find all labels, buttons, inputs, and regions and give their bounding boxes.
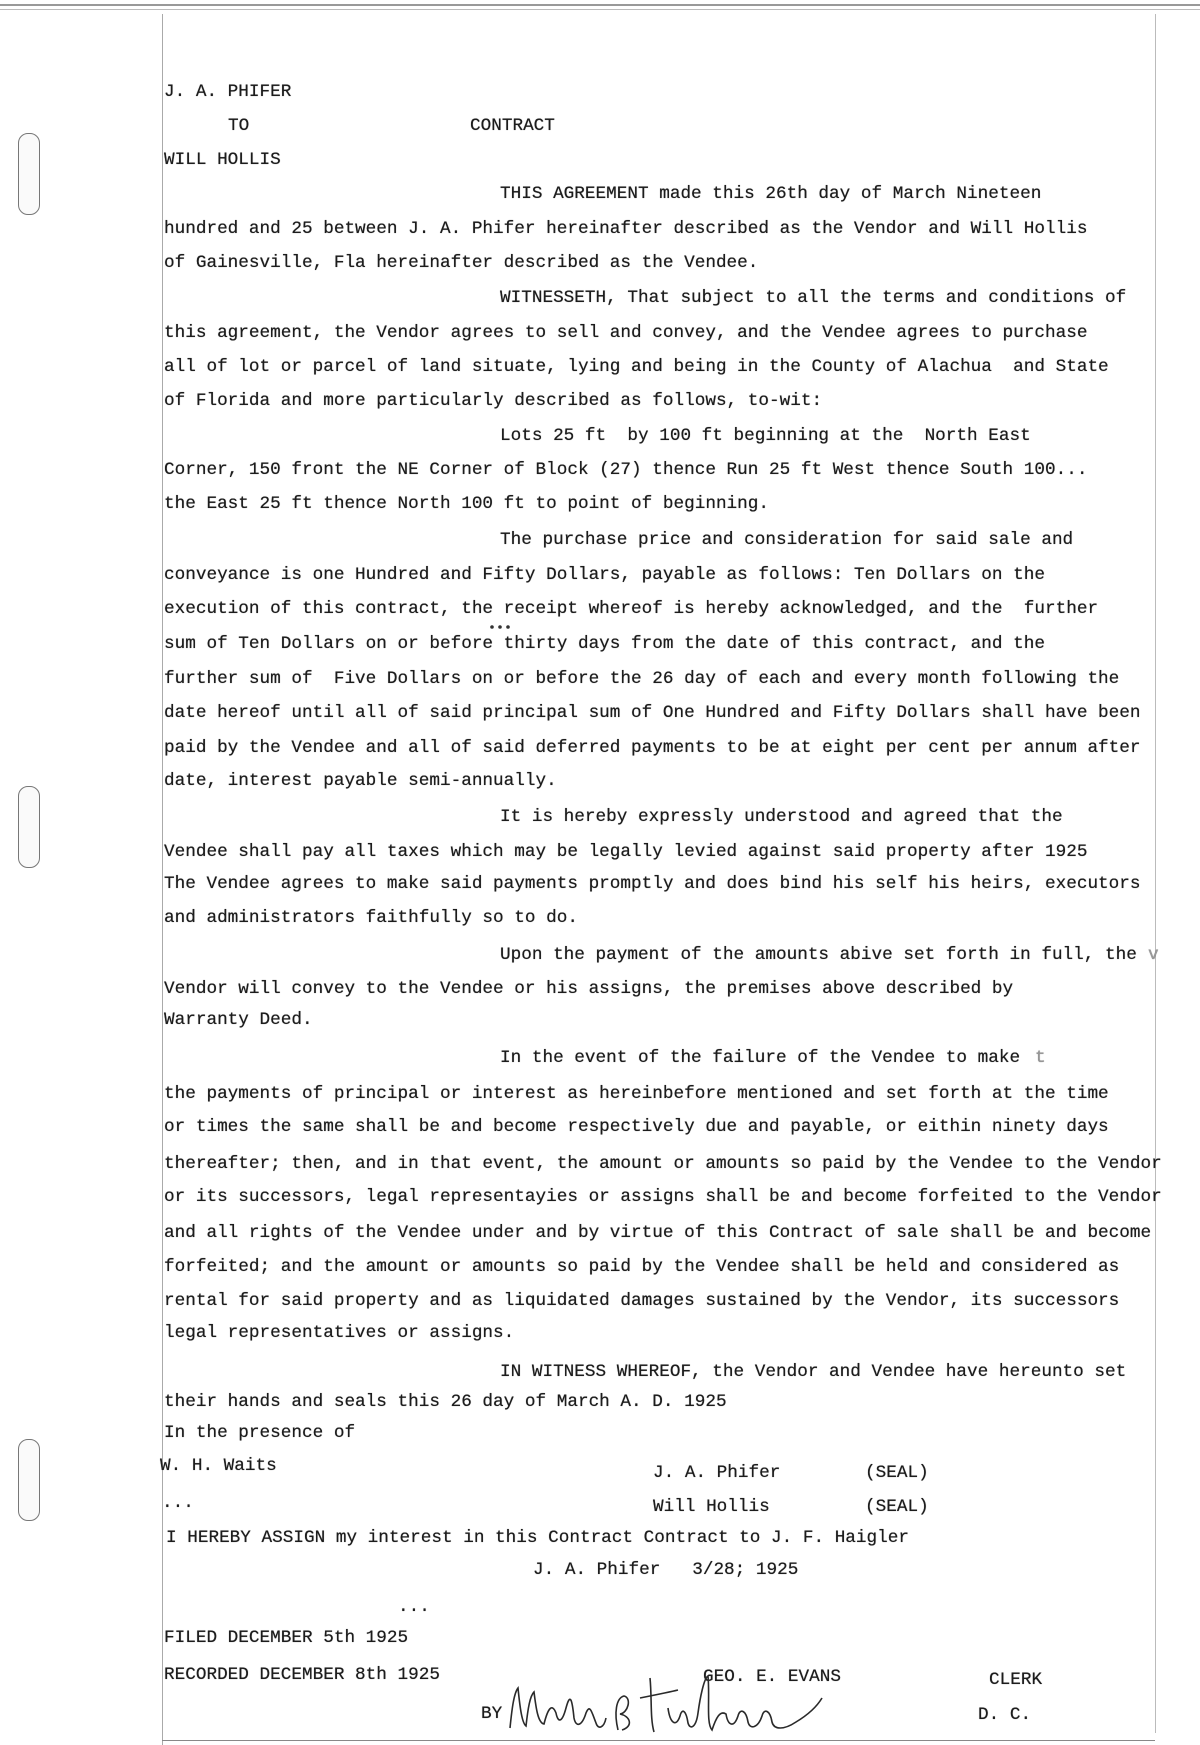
body-line: paid by the Vendee and all of said deferred payments to be at eight per cent per annum after (164, 738, 1141, 758)
body-line: sum of Ten Dollars on or before thirty days from the date of this contract, and the (164, 634, 1045, 654)
recorded-date: RECORDED DECEMBER 8th 1925 (164, 1665, 440, 1685)
body-line: Upon the payment of the amounts abive set forth in full, the (500, 945, 1137, 965)
clerk-name: GEO. E. EVANS (703, 1667, 841, 1687)
top-border-inner (0, 9, 1200, 10)
body-line: IN WITNESS WHEREOF, the Vendor and Vendee have hereunto set (500, 1362, 1127, 1382)
binder-hole-icon (18, 786, 40, 868)
deputy-handwritten-signature (500, 1668, 840, 1743)
filed-date: FILED DECEMBER 5th 1925 (164, 1628, 409, 1648)
binder-hole-icon (18, 1439, 40, 1521)
body-line: or times the same shall be and become respectively due and payable, or eithin ninety days (164, 1117, 1109, 1137)
body-line: the payments of principal or interest as hereinbefore mentioned and set forth at the time (164, 1084, 1109, 1104)
body-line: of Gainesville, Fla hereinafter described as the Vendee. (164, 253, 759, 273)
body-line: all of lot or parcel of land situate, lying and being in the County of Alachua and State (164, 357, 1109, 377)
binder-hole-icon (18, 133, 40, 215)
body-line: It is hereby expressly understood and agreed that the (500, 807, 1063, 827)
from-party: J. A. PHIFER (164, 82, 292, 102)
to-label: TO (228, 116, 250, 136)
body-line: and administrators faithfully so to do. (164, 908, 578, 928)
body-line: this agreement, the Vendor agrees to sell and convey, and the Vendee agrees to purchase (164, 323, 1088, 343)
clerk-title: CLERK (989, 1670, 1043, 1690)
vendee-seal: (SEAL) (865, 1497, 929, 1517)
stray-mark: t (1035, 1048, 1046, 1068)
vendor-signature: J. A. Phifer (653, 1463, 781, 1483)
vendor-seal: (SEAL) (865, 1463, 929, 1483)
body-line: date hereof until all of said principal sum of One Hundred and Fifty Dollars shall have been (164, 703, 1141, 723)
body-line: Vendee shall pay all taxes which may be legally levied against said property after 1925 (164, 842, 1088, 862)
body-line: The Vendee agrees to make said payments promptly and does bind his self his heirs, executors (164, 874, 1141, 894)
body-line: the East 25 ft thence North 100 ft to point of beginning. (164, 494, 770, 514)
body-line: Vendor will convey to the Vendee or his assigns, the premises above described by (164, 979, 1014, 999)
body-line: thereafter; then, and in that event, the amount or amounts so paid by the Vendee to the Vendor (164, 1154, 1162, 1174)
body-line: The purchase price and consideration for said sale and (500, 530, 1074, 550)
left-margin-line (162, 14, 163, 1745)
body-line: hundred and 25 between J. A. Phifer hereinafter described as the Vendor and Will Hollis (164, 219, 1088, 239)
assignment-text: I HEREBY ASSIGN my interest in this Contract Contract to J. F. Haigler (166, 1528, 909, 1548)
body-line: or its successors, legal representayies or assigns shall be and become forfeited to the Vendor (164, 1187, 1162, 1207)
body-line: forfeited; and the amount or amounts so paid by the Vendee shall be held and considered as (164, 1257, 1120, 1277)
body-line: In the presence of (164, 1423, 356, 1443)
body-line: WITNESSETH, That subject to all the terms and conditions of (500, 288, 1127, 308)
body-line: In the event of the failure of the Vendee to make (500, 1048, 1021, 1068)
body-line: execution of this contract, the receipt whereof is hereby acknowledged, and the further (164, 599, 1099, 619)
document-title: CONTRACT (470, 116, 555, 136)
deputy-clerk-label: D. C. (978, 1705, 1032, 1725)
top-border (0, 4, 1200, 6)
typewriter-smudge-mark (486, 623, 516, 631)
body-line: of Florida and more particularly described as follows, to-wit: (164, 391, 823, 411)
body-line: date, interest payable semi-annually. (164, 771, 557, 791)
body-line: Warranty Deed. (164, 1010, 313, 1030)
assignment-mark: ... (398, 1597, 430, 1617)
witness-mark: ... (162, 1493, 194, 1513)
assignment-signer-date: J. A. Phifer 3/28; 1925 (533, 1560, 799, 1580)
body-line: legal representatives or assigns. (164, 1323, 515, 1343)
body-line: THIS AGREEMENT made this 26th day of March Nineteen (500, 184, 1042, 204)
body-line: conveyance is one Hundred and Fifty Dollars, payable as follows: Ten Dollars on the (164, 565, 1045, 585)
to-party: WILL HOLLIS (164, 150, 281, 170)
right-margin-line (1155, 14, 1156, 1733)
body-line: further sum of Five Dollars on or before the 26 day of each and every month following the (164, 669, 1120, 689)
body-line: rental for said property and as liquidated damages sustained by the Vendor, its successors (164, 1291, 1120, 1311)
body-line: their hands and seals this 26 day of March A. D. 1925 (164, 1392, 727, 1412)
vendee-signature: Will Hollis (653, 1497, 770, 1517)
stray-mark: v (1148, 945, 1159, 965)
body-line: and all rights of the Vendee under and by virtue of this Contract of sale shall be and become (164, 1223, 1152, 1243)
body-line: Corner, 150 front the NE Corner of Block (27) thence Run 25 ft West thence South 100... (164, 460, 1088, 480)
by-label: BY (481, 1704, 503, 1724)
body-line: Lots 25 ft by 100 ft beginning at the North East (500, 426, 1031, 446)
witness-name: W. H. Waits (160, 1456, 277, 1476)
